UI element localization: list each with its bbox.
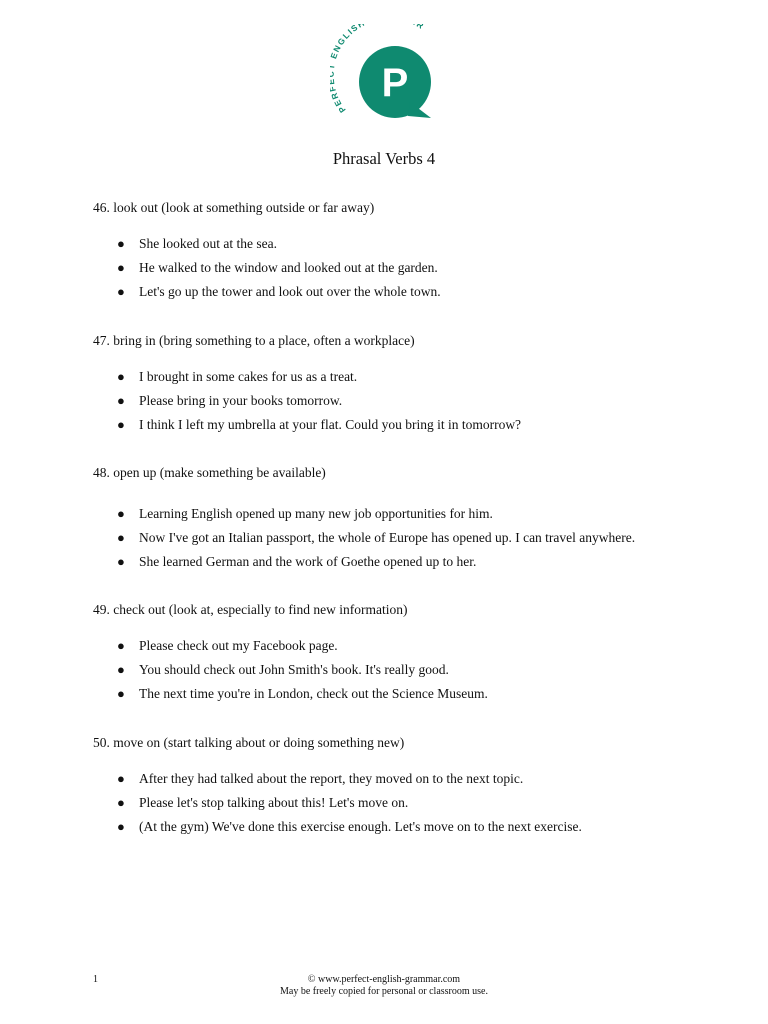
- bullet-icon: ●: [117, 236, 125, 251]
- bullet-icon: ●: [117, 393, 125, 408]
- bullet-icon: ●: [117, 554, 125, 569]
- section-heading: 49. check out (look at, especially to find new information): [93, 602, 408, 617]
- section-heading: 48. open up (make something be available): [93, 465, 326, 480]
- bullet-icon: ●: [117, 662, 125, 677]
- example-text: I think I left my umbrella at your flat. Could you bring it in tomorrow?: [139, 417, 522, 432]
- example-list: [93, 368, 733, 440]
- example-item: [93, 283, 733, 307]
- example-list: [93, 770, 733, 842]
- example-text: The next time you're in London, check out the Science Museum.: [139, 686, 488, 701]
- section-47: [93, 332, 733, 440]
- example-item: [93, 529, 733, 553]
- example-text: Please let's stop talking about this! Let's move on.: [139, 795, 409, 810]
- example-list: [93, 505, 733, 577]
- example-item: [93, 661, 733, 685]
- bullet-icon: ●: [117, 638, 125, 653]
- bullet-icon: ●: [117, 686, 125, 701]
- section-49: [93, 601, 733, 709]
- example-item: [93, 416, 733, 440]
- example-text: (At the gym) We've done this exercise enough. Let's move on to the next exercise.: [139, 819, 582, 834]
- example-item: [93, 505, 733, 529]
- bullet-icon: ●: [117, 260, 125, 275]
- logo-graphic: [330, 24, 438, 124]
- bullet-icon: ●: [117, 530, 125, 545]
- section-heading: 47. bring in (bring something to a place, often a workplace): [93, 333, 415, 348]
- example-item: [93, 818, 733, 842]
- footer-note: May be freely copied for personal or classroom use.: [280, 986, 488, 997]
- example-list: [93, 235, 733, 307]
- bullet-icon: ●: [117, 506, 125, 521]
- section-heading: 50. move on (start talking about or doing something new): [93, 735, 405, 750]
- example-text: Now I've got an Italian passport, the whole of Europe has opened up. I can travel anywhere.: [139, 530, 636, 545]
- section-48: [93, 464, 733, 577]
- bullet-icon: ●: [117, 819, 125, 834]
- bullet-icon: ●: [117, 771, 125, 786]
- example-item: [93, 770, 733, 794]
- example-item: [93, 553, 733, 577]
- section-heading: 46. look out (look at something outside or far away): [93, 200, 375, 215]
- logo-letter: P: [381, 61, 409, 105]
- logo: [330, 24, 438, 124]
- example-text: Please check out my Facebook page.: [139, 638, 338, 653]
- page-title: Phrasal Verbs 4: [332, 149, 436, 168]
- example-text: She looked out at the sea.: [139, 236, 277, 251]
- section-50: [93, 734, 733, 842]
- example-item: [93, 685, 733, 709]
- example-item: [93, 259, 733, 283]
- bullet-icon: ●: [117, 795, 125, 810]
- footer-copyright: © www.perfect-english-grammar.com: [307, 974, 461, 985]
- example-text: After they had talked about the report, they moved on to the next topic.: [139, 771, 524, 786]
- example-text: You should check out John Smith's book. It's really good.: [139, 662, 449, 677]
- example-list: [93, 637, 733, 709]
- example-text: I brought in some cakes for us as a treat.: [139, 369, 358, 384]
- example-item: [93, 392, 733, 416]
- example-item: [93, 637, 733, 661]
- bullet-icon: ●: [117, 284, 125, 299]
- example-item: [93, 368, 733, 392]
- example-item: [93, 794, 733, 818]
- example-text: Please bring in your books tomorrow.: [139, 393, 343, 408]
- example-text: He walked to the window and looked out at the garden.: [139, 260, 438, 275]
- logo-arc-text: PE NGLIS R: [331, 24, 427, 115]
- example-text: Let's go up the tower and look out over the whole town.: [139, 284, 441, 299]
- bullet-icon: ●: [117, 417, 125, 432]
- footer: [0, 974, 768, 998]
- example-text: Learning English opened up many new job opportunities for him.: [139, 506, 493, 521]
- bullet-icon: ●: [117, 369, 125, 384]
- example-text: She learned German and the work of Goethe opened up to her.: [139, 554, 477, 569]
- page-number: 1: [93, 974, 98, 985]
- example-item: [93, 235, 733, 259]
- section-46: [93, 199, 733, 307]
